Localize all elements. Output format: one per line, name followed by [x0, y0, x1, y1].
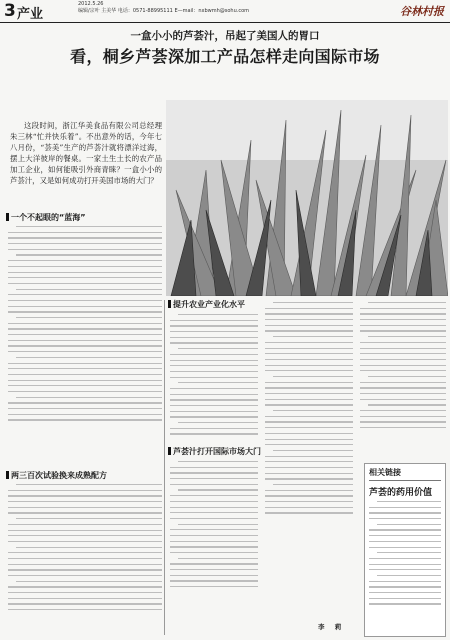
editor-phone: 电话：0571-88995111	[117, 8, 173, 14]
section-name: 产业	[17, 7, 44, 22]
aloe-plants-photo	[166, 100, 448, 296]
subheading-blue-ocean: 一个不起眼的“蓝海”	[6, 212, 86, 223]
editor-email: E—mail：nxbwmh@sohu.com	[174, 8, 250, 14]
aloe-photo-image	[166, 100, 448, 296]
body-text-column-1b	[8, 484, 162, 615]
body-text-column-4	[360, 302, 446, 433]
related-link-tag: 相关链接	[369, 467, 441, 481]
subheading-industrialization: 提升农业产业化水平	[168, 299, 245, 310]
subheading-formula-trials: 两三百次试验换来成熟配方	[6, 470, 107, 481]
related-link-box	[364, 463, 446, 637]
subheading-international-market: 芦荟汁打开国际市场大门	[168, 446, 261, 457]
page-number: 3	[4, 1, 16, 21]
article-author: 李 莉	[318, 623, 346, 631]
body-text-column-2	[170, 314, 258, 439]
body-text-column-3	[265, 302, 353, 518]
article-kicker: 一盒小小的芦荟汁，吊起了美国人的胃口	[130, 30, 320, 42]
editor-credit: 编辑/宗叶 主美华	[78, 8, 117, 14]
newspaper-logo: 谷林村报	[400, 5, 444, 18]
issue-meta	[78, 1, 249, 15]
body-text-column-2b	[170, 461, 258, 592]
article-lead: 这段时间，浙江华美食品有限公司总经理朱三林“忙并快乐着”。不出意外的话，今年七八月份，“荟美”生产的芦荟汁就将漂洋过海，摆上大洋彼岸的餐桌。一家土生土长的农产品加工企业，如何能吸引外商青睐？一盒小小的芦荟汁，又是如何成功打开美国市场的大门？	[10, 121, 162, 185]
article-headline: 看，桐乡芦荟深加工产品怎样走向国际市场	[70, 47, 380, 66]
related-link-text	[369, 501, 441, 605]
related-link-title: 芦荟的药用价值	[369, 488, 433, 498]
issue-date: 2012.5.26	[78, 1, 104, 7]
page-header	[0, 0, 450, 23]
body-text-column-1	[8, 226, 162, 425]
column-divider	[164, 300, 165, 635]
